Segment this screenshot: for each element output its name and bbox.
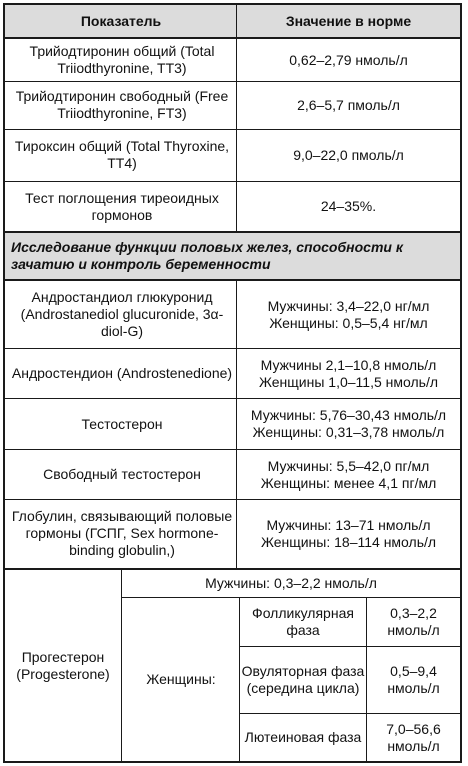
table-row-name: [11, 450, 233, 499]
row-value-text: 9,0–22,0 пмоль/л: [293, 146, 404, 163]
table-row-value: [237, 500, 460, 567]
table-row-name: [11, 500, 233, 567]
header-indicator: [5, 5, 237, 37]
section-title-text: Исследование функции половых желез, способности к зачатию и контроль беременности: [11, 239, 403, 272]
row-value-text: 24–35%.: [320, 198, 377, 214]
table-row-value: [237, 399, 460, 449]
phase-follicular: [240, 598, 366, 646]
table-row-value: [237, 82, 460, 128]
table-row-name: [11, 182, 233, 231]
table-row-name: [11, 349, 233, 398]
row-name-text: Тироксин общий (Total Thyroxine, TT4): [14, 138, 230, 171]
row-value-text: Мужчины: 5,76–30,43 нмоль/л Женщины: 0,31–3,78 нмоль/л: [250, 407, 447, 440]
header-norm: [237, 5, 460, 37]
phase-ovulatory: [240, 647, 366, 713]
header-indicator-label: Показатель: [80, 12, 162, 29]
progesterone-women-label: [122, 598, 240, 761]
table-row-name: [11, 281, 233, 348]
table-row-value: [237, 39, 460, 81]
phase-luteal: [240, 714, 366, 761]
table-row-name: [11, 39, 233, 81]
row-value-text: Мужчины: 5,5–42,0 пг/мл Женщины: менее 4,1 пг/мл: [260, 457, 437, 491]
phase-value-text: 7,0–56,6 нмоль/л: [386, 720, 441, 754]
section-title: [5, 233, 460, 279]
row-value-text: Мужчины: 13–71 нмоль/л Женщины: 18–114 нмоль/л: [260, 516, 437, 550]
row-name-text: Свободный тестостерон: [43, 466, 201, 482]
women-label-text: Женщины:: [146, 671, 216, 687]
row-name-text: Андростендион (Androstenedione): [11, 365, 233, 381]
row-name-text: Андростандиол глюкуронид (Androstanediol glucuronide, 3α-diol-G): [20, 289, 224, 339]
table-row-name: [11, 399, 233, 449]
table-row-value: [237, 182, 460, 231]
phase-text: Овуляторная фаза (середина цикла): [241, 663, 365, 696]
row-value-text: 2,6–5,7 пмоль/л: [297, 96, 400, 113]
table-row-value: [237, 349, 460, 398]
row-name-text: Тестостерон: [81, 415, 163, 432]
progesterone-men: [122, 570, 460, 597]
row-name-text: Трийодтиронин общий (Total Triiodthyronine, TT3): [29, 43, 215, 76]
table-row-value: [237, 450, 460, 499]
phase-value-text: 0,5–9,4 нмоль/л: [387, 663, 440, 696]
progesterone-men-text: Мужчины: 0,3–2,2 нмоль/л: [205, 575, 377, 591]
progesterone-name: [5, 570, 121, 761]
phase-follicular-value: [367, 598, 460, 646]
row-value-text: 0,62–2,79 нмоль/л: [289, 51, 408, 68]
phase-ovulatory-value: [367, 647, 460, 713]
phase-luteal-value: [367, 714, 460, 761]
reference-table: [3, 3, 462, 763]
table-row-name: [11, 130, 233, 180]
table-row-name: [11, 82, 233, 128]
row-value-text: Мужчины: 3,4–22,0 нг/мл Женщины: 0,5–5,4 нг/мл: [267, 297, 430, 331]
phase-value-text: 0,3–2,2 нмоль/л: [387, 605, 440, 638]
table-row-value: [237, 281, 460, 348]
table-row-value: [237, 130, 460, 180]
progesterone-name-text: Прогестерон (Progesterone): [16, 648, 110, 682]
phase-text: Фолликулярная фаза: [252, 605, 354, 638]
phase-text: Лютеиновая фаза: [244, 729, 362, 745]
row-name-text: Трийодтиронин свободный (Free Triiodthyronine, FT3): [15, 88, 229, 121]
row-name-text: Глобулин, связывающий половые гормоны (ГСПГ, Sex hormone-binding globulin,): [11, 508, 233, 558]
row-value-text: Мужчины 2,1–10,8 нмоль/л Женщины 1,0–11,5 нмоль/л: [259, 356, 438, 390]
row-name-text: Тест поглощения тиреоидных гормонов: [25, 189, 219, 223]
header-norm-label: Значение в норме: [285, 12, 412, 29]
